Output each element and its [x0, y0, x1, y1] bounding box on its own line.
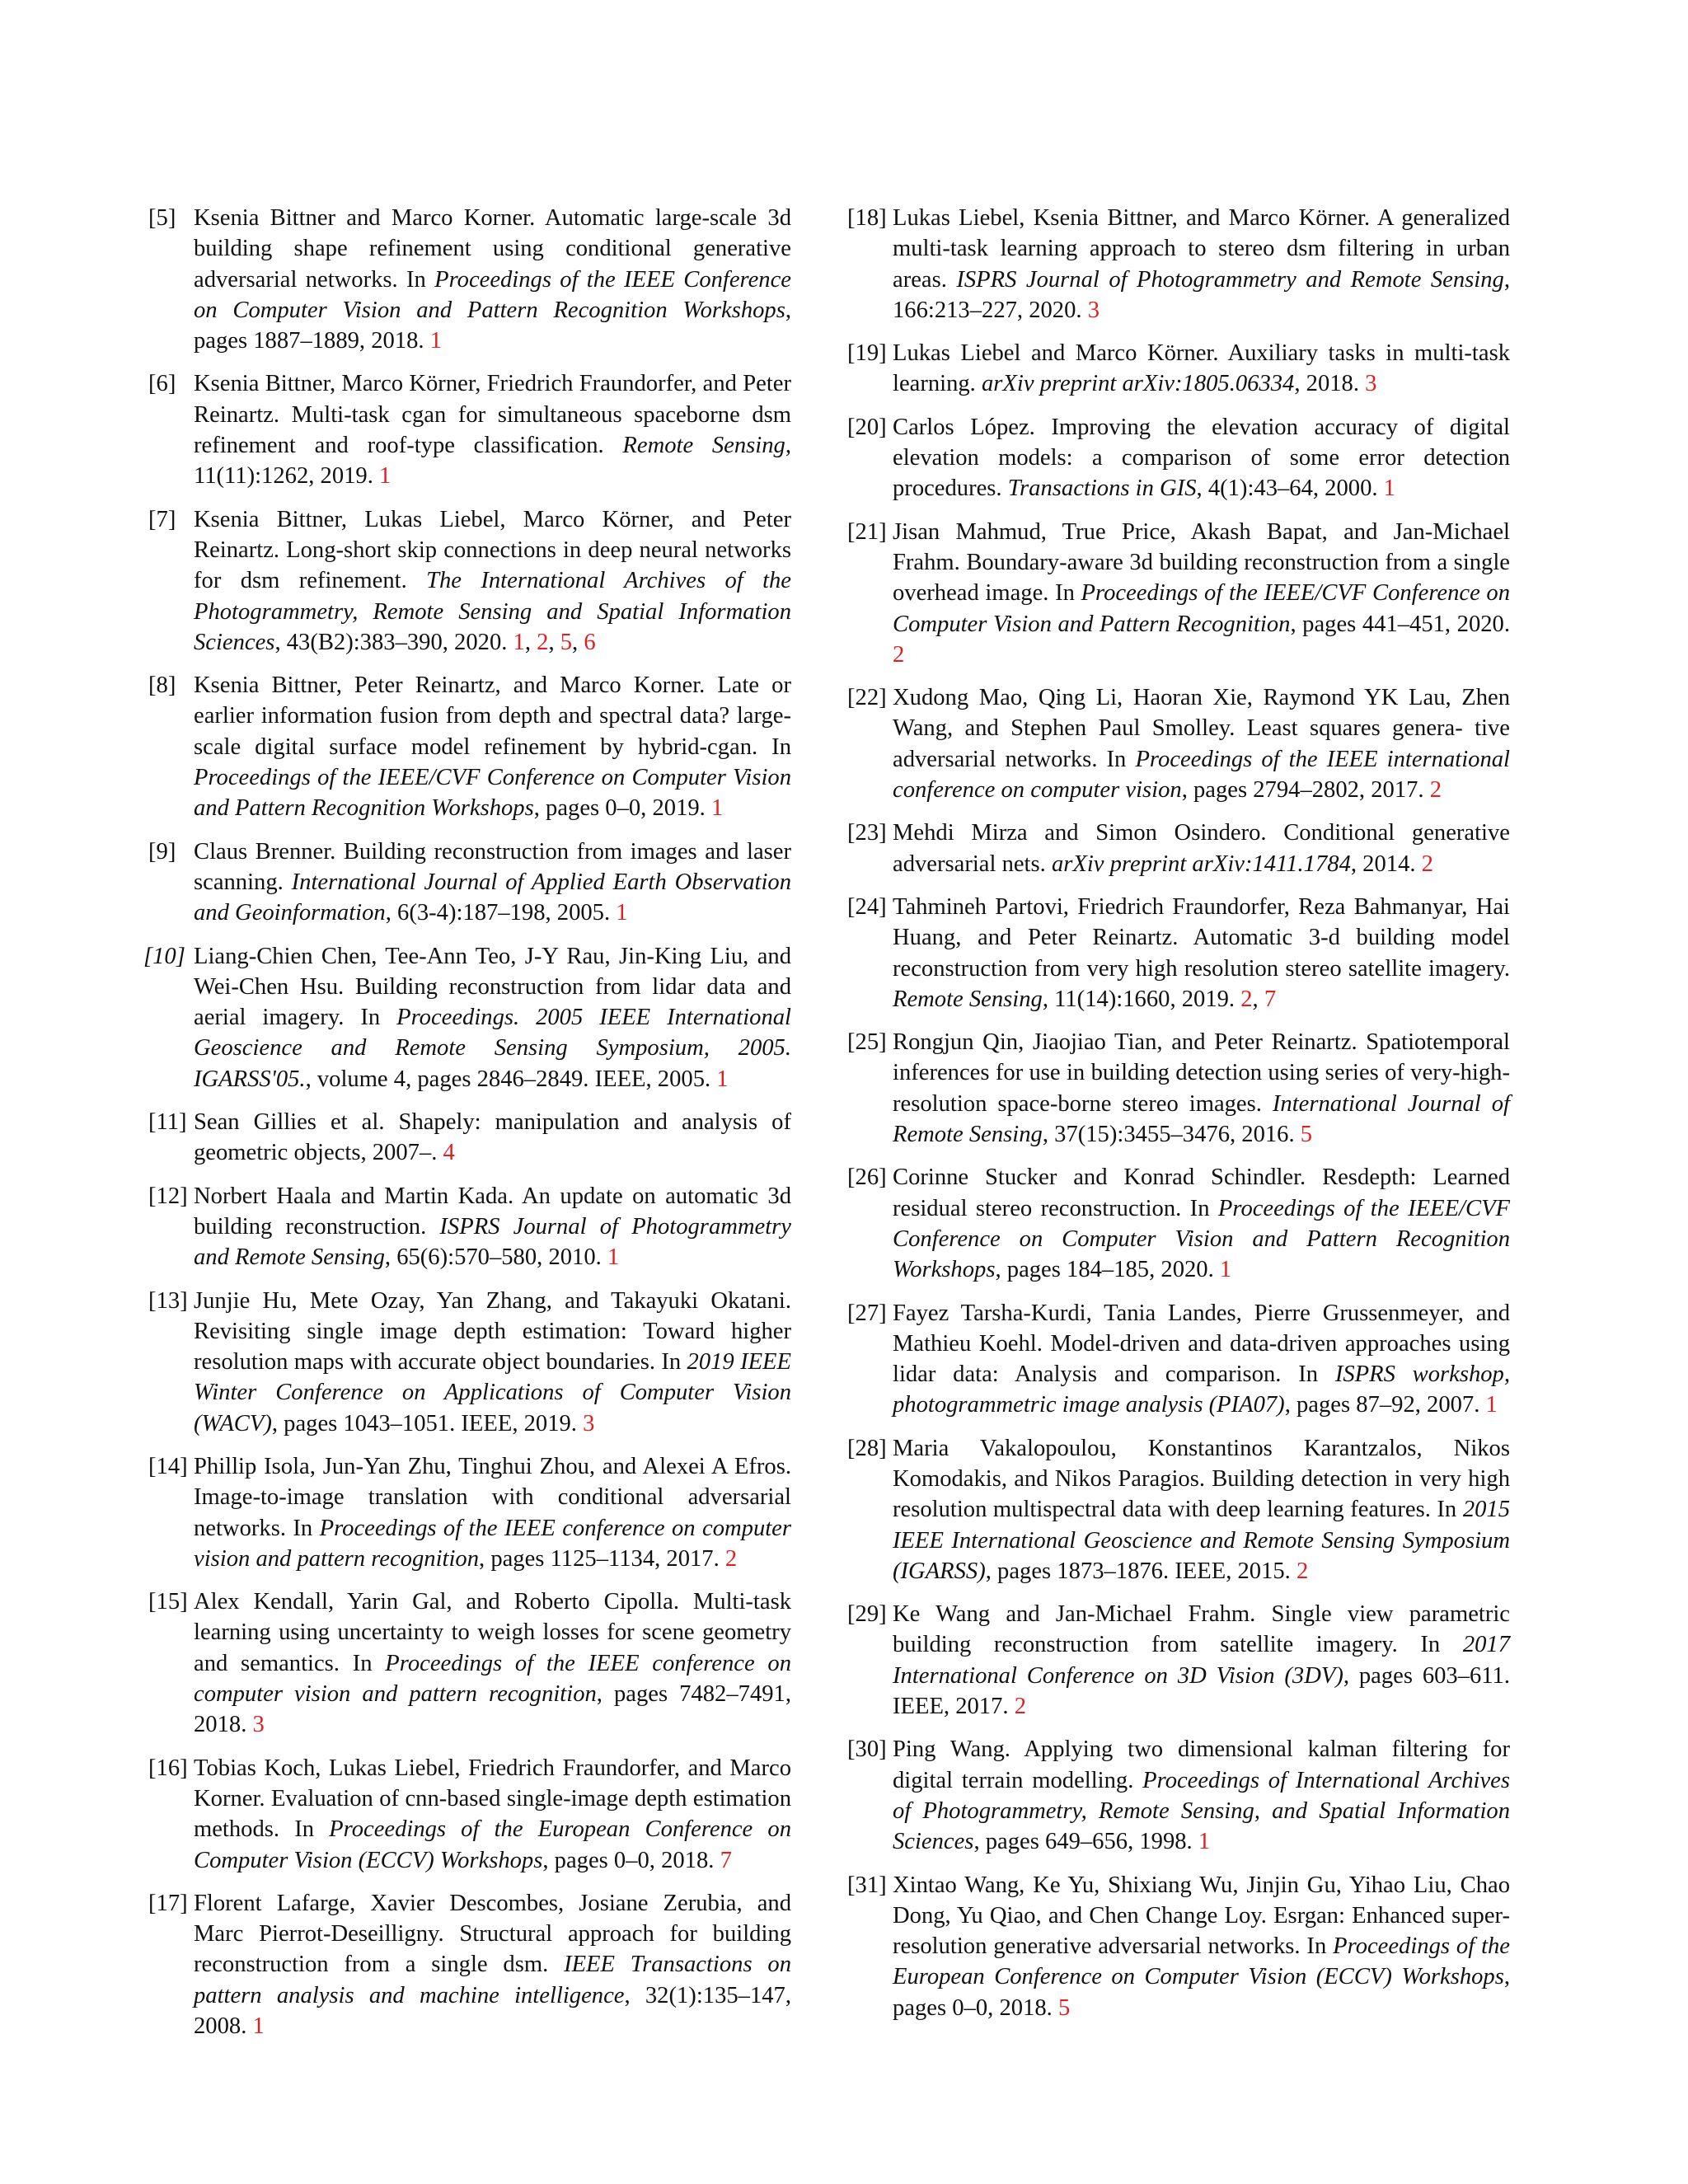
citation-backlink[interactable]: 1: [1198, 1829, 1211, 1855]
citation-backlink[interactable]: 1: [1219, 1257, 1232, 1283]
citation-backlink[interactable]: 2: [1421, 851, 1433, 877]
venue-title: Proceedings of International Archives of Photogrammetry, Remote Sensing, and Spatial Information Sciences: [893, 1767, 1510, 1855]
reference-entry: [847, 517, 1510, 670]
citation-backlink[interactable]: 1: [716, 1066, 729, 1092]
reference-text: [893, 1298, 1510, 1421]
reference-entry: [143, 941, 791, 1094]
reference-text-segment: , pages 441–451, 2020.: [1290, 611, 1510, 637]
reference-text-segment: , 11(14):1660, 2019.: [1042, 986, 1241, 1012]
reference-text-segment: Ksenia Bittner and Marco Korner. Automatic large-scale 3d building shape refinement using conditional generative adversarial networks. In: [194, 205, 791, 293]
reference-number: [19]: [847, 340, 887, 367]
reference-text: [194, 1181, 791, 1273]
reference-number: [24]: [847, 893, 887, 920]
reference-number: [25]: [847, 1029, 887, 1056]
reference-text-segment: , pages 1043–1051. IEEE, 2019.: [271, 1410, 584, 1436]
reference-entry: [148, 368, 791, 491]
reference-text: [893, 412, 1510, 504]
reference-text: [194, 670, 791, 823]
reference-text: [893, 203, 1510, 326]
reference-entry: [148, 1888, 791, 2041]
reference-number: [23]: [847, 820, 887, 846]
reference-text-segment: Rongjun Qin, Jiaojiao Tian, and Peter Reinartz. Spatiotemporal inferences for use in building detection using series of very-high-resolution space-borne stereo images.: [893, 1029, 1510, 1117]
reference-number: [11]: [148, 1109, 187, 1136]
venue-title: Proceedings of the IEEE/CVF Conference on Computer Vision and Pattern Recognition: [893, 580, 1510, 637]
reference-number: [30]: [847, 1736, 887, 1763]
citation-backlink[interactable]: 7: [720, 1847, 732, 1873]
reference-text: [194, 1753, 791, 1876]
reference-text: [893, 1870, 1510, 2023]
reference-text-segment: Claus Brenner. Building reconstruction from images and laser scanning.: [194, 838, 791, 895]
reference-entry: [847, 1433, 1510, 1586]
reference-number: [22]: [847, 685, 887, 711]
reference-text: [893, 1599, 1510, 1722]
reference-text-segment: , pages 1125–1134, 2017.: [479, 1545, 725, 1572]
venue-title: Remote Sensing: [622, 433, 785, 459]
reference-text-segment: Alex Kendall, Yarin Gal, and Roberto Cipolla. Multi-task learning using uncertainty to weigh losses for scene geometry and semantics. In: [194, 1589, 791, 1676]
citation-backlink[interactable]: 3: [1365, 371, 1377, 397]
reference-number: [15]: [148, 1589, 188, 1615]
citation-backlink[interactable]: 2: [1296, 1558, 1309, 1584]
citation-backlink[interactable]: 3: [252, 1712, 265, 1738]
references-left-column: [143, 203, 792, 2054]
reference-text-segment: , 65(6):570–580, 2010.: [384, 1244, 607, 1271]
citation-backlink[interactable]: 2: [537, 629, 549, 655]
reference-text: [194, 1107, 791, 1169]
venue-title: Proceedings of the IEEE/CVF Conference on Computer Vision and Pattern Recognition Workshops: [893, 1195, 1510, 1283]
venue-title: International Journal of Remote Sensing: [893, 1090, 1510, 1148]
venue-title: 2019 IEEE Winter Conference on Applications of Computer Vision (WACV): [194, 1349, 791, 1436]
reference-entry: [847, 1734, 1510, 1857]
reference-text-segment: , pages 184–185, 2020.: [995, 1257, 1220, 1283]
citation-backlink[interactable]: 5: [1057, 1994, 1071, 2021]
citation-backlink[interactable]: 1: [710, 795, 724, 822]
citation-backlink[interactable]: 2: [1014, 1694, 1026, 1720]
reference-text: [893, 682, 1510, 805]
citation-backlink[interactable]: 1: [252, 2013, 265, 2040]
venue-title: ISPRS Journal of Photogrammetry and Remote Sensing: [194, 1213, 791, 1271]
citation-backlink[interactable]: 1: [513, 629, 525, 655]
reference-text-segment: , pages 87–92, 2007.: [1284, 1392, 1486, 1418]
venue-title: Remote Sensing: [893, 986, 1043, 1012]
reference-text-segment: Ksenia Bittner, Lukas Liebel, Marco Körner, and Peter Reinartz. Long-short skip connections in deep neural networks for dsm refinement.: [194, 506, 791, 594]
reference-entry: [847, 1298, 1510, 1421]
venue-title: ISPRS Journal of Photogrammetry and Remote Sensing: [956, 266, 1504, 293]
reference-entry: [847, 1027, 1510, 1150]
venue-title: Proceedings of the IEEE international conference on computer vision: [893, 746, 1510, 804]
reference-text-segment: ,: [524, 629, 537, 655]
reference-entry: [148, 1451, 791, 1574]
reference-text-segment: Ke Wang and Jan-Michael Frahm. Single view parametric building reconstruction from satellite imagery. In: [893, 1601, 1510, 1658]
reference-text-segment: Mehdi Mirza and Simon Osindero. Conditional generative adversarial nets.: [893, 820, 1510, 877]
reference-number: [5]: [148, 205, 176, 231]
venue-title: arXiv preprint arXiv:1805.06334: [981, 371, 1295, 397]
citation-backlink[interactable]: 6: [584, 629, 596, 655]
citation-backlink[interactable]: 1: [607, 1244, 620, 1271]
reference-text-segment: Xintao Wang, Ke Yu, Shixiang Wu, Jinjin Gu, Yihao Liu, Chao Dong, Yu Qiao, and Chen Change Loy. Esrgan: Enhanced super-resolution generative adversarial networks. In: [893, 1872, 1510, 1960]
venue-title: Proceedings. 2005 IEEE International Geoscience and Remote Sensing Symposium, 2005. IGARSS'05.: [194, 1005, 791, 1092]
reference-number: [26]: [847, 1165, 887, 1191]
reference-entry: [148, 1753, 791, 1876]
citation-backlink[interactable]: 1: [1383, 476, 1395, 502]
citation-backlink[interactable]: 2: [1429, 777, 1442, 804]
reference-number: [18]: [847, 205, 887, 231]
reference-text-segment: Fayez Tarsha-Kurdi, Tania Landes, Pierre Grussenmeyer, and Mathieu Koehl. Model-driven and data-driven approaches using lidar data: Analysis and comparison. In: [893, 1300, 1510, 1388]
reference-number: [12]: [148, 1183, 188, 1209]
reference-number: [10]: [143, 943, 185, 969]
reference-text-segment: Corinne Stucker and Konrad Schindler. Resdepth: Learned residual stereo reconstruction. In: [893, 1165, 1510, 1221]
reference-text: [893, 892, 1510, 1015]
reference-number: [17]: [148, 1890, 188, 1916]
reference-number: [16]: [148, 1755, 188, 1781]
venue-title: arXiv preprint arXiv:1411.1784: [1051, 851, 1351, 877]
reference-entry: [847, 203, 1510, 326]
reference-text-segment: Sean Gillies et al. Shapely: manipulation and analysis of geometric objects, 2007–.: [194, 1109, 791, 1166]
reference-number: [27]: [847, 1300, 887, 1326]
citation-backlink[interactable]: 2: [893, 641, 905, 668]
reference-text: [893, 1734, 1510, 1857]
reference-text-segment: Tahmineh Partovi, Friedrich Fraundorfer, Reza Bahmanyar, Hai Huang, and Peter Reinartz. Automatic 3-d building model reconstruction from very high resolution stereo satellite imagery.: [893, 893, 1510, 982]
reference-text: [194, 1586, 791, 1740]
reference-number: [9]: [148, 838, 176, 865]
citation-backlink[interactable]: 2: [1240, 986, 1253, 1012]
citation-backlink[interactable]: 5: [1300, 1122, 1313, 1148]
venue-title: IEEE Transactions on pattern analysis and machine intelligence: [194, 1952, 791, 2008]
reference-text-segment: , 4(1):43–64, 2000.: [1196, 476, 1384, 502]
venue-title: Proceedings of the IEEE conference on computer vision and pattern recognition: [194, 1515, 792, 1572]
reference-number: [28]: [847, 1435, 887, 1461]
reference-entry: [847, 412, 1510, 504]
reference-number: [8]: [148, 673, 176, 699]
reference-text-segment: Carlos López. Improving the elevation accuracy of digital elevation models: a comparison of some error detection procedures.: [893, 414, 1510, 502]
reference-entry: [148, 837, 791, 929]
reference-text-segment: , 32(1):135–147, 2008.: [194, 1982, 791, 2040]
reference-text: [893, 818, 1510, 879]
reference-text-segment: , 37(15):3455–3476, 2016.: [1042, 1122, 1301, 1148]
reference-text: [194, 504, 791, 658]
reference-text: [194, 1451, 791, 1574]
reference-text: [893, 517, 1510, 670]
reference-text-segment: Ksenia Bittner, Marco Körner, Friedrich Fraundorfer, and Peter Reinartz. Multi-task cgan for simultaneous spaceborne dsm refinement and roof-type classification.: [194, 371, 791, 459]
reference-entry: [847, 338, 1510, 400]
reference-text-segment: Ping Wang. Applying two dimensional kalman filtering for digital terrain modelling.: [893, 1736, 1510, 1793]
reference-text-segment: , 11(11):1262, 2019.: [194, 433, 791, 490]
reference-number: [31]: [847, 1872, 887, 1898]
reference-text-segment: Florent Lafarge, Xavier Descombes, Josiane Zerubia, and Marc Pierrot-Deseilligny. Structural approach for building reconstruction from a single dsm.: [194, 1890, 791, 1978]
reference-text-segment: , pages 0–0, 2018.: [893, 1964, 1510, 2021]
venue-title: Proceedings of the European Conference on Computer Vision (ECCV) Workshops: [194, 1816, 791, 1873]
venue-title: Proceedings of the European Conference on Computer Vision (ECCV) Workshops: [893, 1933, 1510, 1990]
reference-text-segment: Jisan Mahmud, True Price, Akash Bapat, and Jan-Michael Frahm. Boundary-aware 3d building reconstruction from a single overhead image. In: [893, 518, 1510, 607]
reference-text-segment: , 6(3-4):187–198, 2005.: [385, 900, 617, 926]
venue-title: Proceedings of the IEEE Conference on Computer Vision and Pattern Recognition Workshops: [194, 266, 791, 323]
venue-title: International Journal of Applied Earth Observation and Geoinformation: [194, 869, 791, 926]
reference-number: [20]: [847, 414, 887, 440]
reference-text-segment: , pages 649–656, 1998.: [973, 1829, 1198, 1855]
reference-text-segment: Junjie Hu, Mete Ozay, Yan Zhang, and Takayuki Okatani. Revisiting single image depth estimation: Toward higher resolution maps with accurate object boundaries. In: [194, 1287, 791, 1376]
reference-entry: [148, 1107, 791, 1169]
reference-entry: [847, 892, 1510, 1015]
reference-text: [194, 203, 791, 356]
reference-entry: [148, 1586, 791, 1740]
reference-number: [14]: [148, 1453, 188, 1479]
reference-text: [194, 1888, 791, 2041]
reference-entry: [847, 1162, 1510, 1285]
reference-text-segment: ,: [548, 629, 560, 655]
reference-text-segment: , pages 1887–1889, 2018.: [194, 297, 791, 354]
citation-backlink[interactable]: 1: [1485, 1392, 1498, 1418]
citation-backlink[interactable]: 5: [560, 629, 573, 655]
reference-text: [893, 338, 1510, 400]
reference-entry: [847, 1599, 1510, 1722]
reference-text: [194, 368, 791, 491]
references-right-column: [847, 203, 1510, 2036]
reference-text-segment: , pages 0–0, 2018.: [542, 1847, 720, 1873]
reference-entry: [847, 1870, 1510, 2023]
reference-text-segment: Tobias Koch, Lukas Liebel, Friedrich Fraundorfer, and Marco Korner. Evaluation of cnn-based single-image depth estimation methods. In: [194, 1755, 791, 1843]
venue-title: Transactions in GIS: [1007, 476, 1197, 502]
reference-text: [893, 1027, 1510, 1150]
reference-entry: [148, 504, 791, 658]
reference-text-segment: , pages 603–611. IEEE, 2017.: [893, 1662, 1510, 1720]
venue-title: 2017 International Conference on 3D Vision (3DV): [893, 1632, 1510, 1689]
reference-text-segment: Phillip Isola, Jun-Yan Zhu, Tinghui Zhou, and Alexei A Efros. Image-to-image translation with conditional adversarial networks. In: [194, 1453, 791, 1541]
reference-text: [194, 1286, 791, 1439]
reference-entry: [148, 670, 791, 823]
reference-text-segment: , volume 4, pages 2846–2849. IEEE, 2005.: [305, 1066, 717, 1092]
citation-backlink[interactable]: 2: [724, 1545, 738, 1572]
citation-backlink[interactable]: 3: [583, 1410, 595, 1436]
reference-entry: [148, 1181, 791, 1273]
citation-backlink[interactable]: 3: [1087, 297, 1100, 323]
reference-number: [6]: [148, 371, 176, 397]
citation-backlink[interactable]: 1: [379, 463, 392, 490]
reference-text-segment: ,: [1252, 986, 1264, 1012]
citation-backlink[interactable]: 7: [1264, 986, 1277, 1012]
reference-text-segment: , pages 1873–1876. IEEE, 2015.: [985, 1558, 1296, 1584]
reference-text-segment: , 2018.: [1294, 371, 1366, 397]
reference-entry: [148, 203, 791, 356]
citation-backlink[interactable]: 1: [429, 328, 443, 354]
reference-text-segment: , 166:213–227, 2020.: [893, 266, 1510, 323]
reference-entry: [847, 818, 1510, 879]
reference-text-segment: ,: [572, 629, 584, 655]
venue-title: The International Archives of the Photogrammetry, Remote Sensing and Spatial Information Sciences: [194, 568, 791, 655]
citation-backlink[interactable]: 4: [443, 1140, 455, 1166]
reference-text-segment: , 43(B2):383–390, 2020.: [274, 629, 513, 655]
reference-text-segment: Maria Vakalopoulou, Konstantinos Karantzalos, Nikos Komodakis, and Nikos Paragios. Building detection in very high resolution multispectral data with deep learning features. In: [893, 1435, 1510, 1523]
reference-text: [194, 837, 791, 929]
reference-text-segment: Norbert Haala and Martin Kada. An update on automatic 3d building reconstruction.: [194, 1183, 791, 1240]
reference-number: [13]: [148, 1287, 188, 1314]
reference-text: [893, 1162, 1510, 1285]
reference-text-segment: Lukas Liebel and Marco Körner. Auxiliary tasks in multi-task learning.: [893, 340, 1510, 397]
reference-entry: [148, 1286, 791, 1439]
venue-title: Proceedings of the IEEE/CVF Conference on Computer Vision and Pattern Recognition Workshops: [194, 765, 791, 822]
reference-number: [29]: [847, 1601, 887, 1628]
reference-text: [893, 1433, 1510, 1586]
reference-text-segment: Lukas Liebel, Ksenia Bittner, and Marco Körner. A generalized multi-task learning approach to stereo dsm filtering in urban areas.: [893, 205, 1510, 293]
venue-title: ISPRS workshop, photogrammetric image analysis (PIA07): [893, 1361, 1510, 1418]
reference-number: [7]: [148, 506, 176, 532]
reference-number: [21]: [847, 518, 887, 545]
reference-text-segment: , pages 0–0, 2019.: [533, 795, 711, 822]
reference-text-segment: Liang-Chien Chen, Tee-Ann Teo, J-Y Rau, Jin-King Liu, and Wei-Chen Hsu. Building reconstruction from lidar data and aerial imagery. In: [194, 943, 791, 1031]
reference-text-segment: , pages 2794–2802, 2017.: [1181, 777, 1430, 804]
reference-text: [194, 941, 791, 1094]
reference-text-segment: Xudong Mao, Qing Li, Haoran Xie, Raymond YK Lau, Zhen Wang, and Stephen Paul Smolley. Least squares genera- tive adversarial networks. In: [893, 685, 1510, 772]
reference-text-segment: Ksenia Bittner, Peter Reinartz, and Marco Korner. Late or earlier information fusion from depth and spectral data? large-scale digital surface model refinement by hybrid-cgan. In: [194, 673, 791, 760]
venue-title: 2015 IEEE International Geoscience and Remote Sensing Symposium (IGARSS): [893, 1497, 1510, 1584]
reference-text-segment: , 2014.: [1350, 851, 1422, 877]
reference-text-segment: , pages 7482–7491, 2018.: [194, 1681, 791, 1738]
reference-entry: [847, 682, 1510, 805]
venue-title: Proceedings of the IEEE conference on computer vision and pattern recognition: [194, 1650, 792, 1708]
citation-backlink[interactable]: 1: [616, 900, 628, 926]
